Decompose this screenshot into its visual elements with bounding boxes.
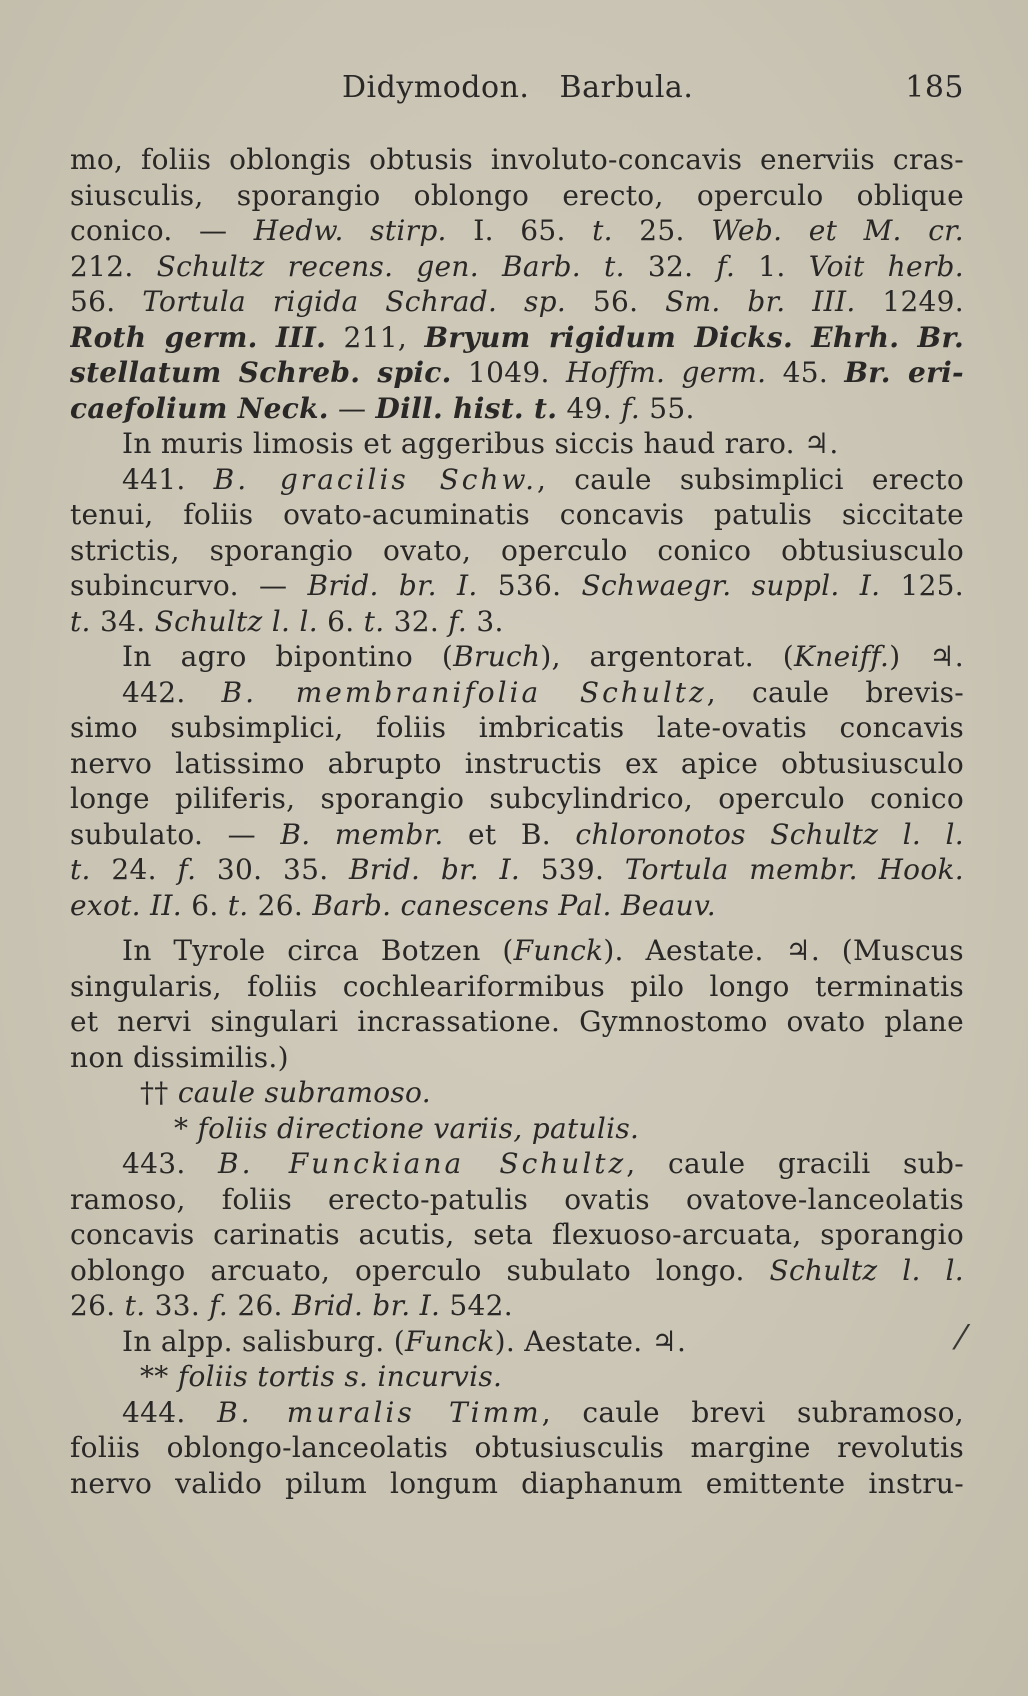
subsection-heading: * foliis directione variis, patulis. bbox=[174, 1111, 640, 1145]
text-line: In Tyrole circa Botzen (Funck). Aestate. ♃. (Muscus bbox=[122, 934, 964, 967]
text-line: tenui, foliis ovato-acuminatis concavis patulis siccitate bbox=[70, 498, 964, 531]
text-line: subulato. — B. membr. et B. chloronotos Schultz l. l. bbox=[70, 817, 964, 851]
perennial-symbol: ♃. bbox=[651, 1324, 687, 1358]
text-line: singularis, foliis cochleariformibus pilo longo terminatis bbox=[70, 969, 964, 1003]
page-header bbox=[70, 70, 964, 110]
text-line: In alpp. salisburg. (Funck). Aestate. ♃. bbox=[122, 1324, 687, 1358]
perennial-symbol: ♃. bbox=[929, 640, 964, 673]
text-line: exot. II. 6. t. 26. Barb. canescens Pal. Beauv. bbox=[70, 888, 717, 922]
text-line: caefolium Neck. — Dill. hist. t. 49. f. 55. bbox=[70, 391, 695, 425]
text-line: t. 24. f. 30. 35. Brid. br. I. 539. Tortula membr. Hook. bbox=[70, 853, 964, 886]
text-line: In agro bipontino (Bruch), argentorat. (Kneiff.) ♃. bbox=[122, 640, 964, 673]
text-line: mo, foliis oblongis obtusis involuto-concavis enerviis cras- bbox=[70, 143, 964, 176]
text-line: subincurvo. — Brid. br. I. 536. Schwaegr. suppl. I. 125. bbox=[70, 569, 964, 602]
text-line: non dissimilis.) bbox=[70, 1040, 289, 1074]
text-line: foliis oblongo-lanceolatis obtusiusculis margine revolutis bbox=[70, 1431, 964, 1464]
text-line: nervo latissimo abrupto instructis ex apice obtusiusculo bbox=[70, 746, 964, 780]
species-heading: 443. B. Funckiana Schultz, caule gracili sub- bbox=[122, 1147, 964, 1180]
text-line: strictis, sporangio ovato, operculo conico obtusiusculo bbox=[70, 533, 964, 567]
running-title: Didymodon. Barbula. bbox=[342, 70, 694, 105]
text-line: 212. Schultz recens. gen. Barb. t. 32. f. 1. Voit herb. bbox=[70, 249, 964, 283]
perennial-symbol: ♃. bbox=[785, 934, 821, 967]
text-line: ramoso, foliis erecto-patulis ovatis ovatove-lanceolatis bbox=[70, 1182, 964, 1216]
text-line: concavis carinatis acutis, seta flexuoso-arcuata, sporangio bbox=[70, 1218, 964, 1251]
text-line: Roth germ. III. 211, Bryum rigidum Dicks. Ehrh. Br. bbox=[70, 320, 964, 354]
blank-line bbox=[70, 923, 964, 933]
perennial-symbol: ♃. bbox=[804, 427, 839, 460]
subsection-heading: ** foliis tortis s. incurvis. bbox=[140, 1360, 503, 1393]
text-line: simo subsimplici, foliis imbricatis late-ovatis concavis bbox=[70, 711, 964, 744]
margin-pencil-mark: ⁄ bbox=[958, 1318, 964, 1358]
text-line: conico. — Hedw. stirp. I. 65. t. 25. Web. et M. cr. bbox=[70, 214, 964, 247]
text-line: oblongo arcuato, operculo subulato longo. Schultz l. l. bbox=[70, 1253, 964, 1287]
page-number: 185 bbox=[905, 70, 964, 105]
text-line: In muris limosis et aggeribus siccis haud raro. ♃. bbox=[122, 427, 839, 460]
subsection-heading: †† caule subramoso. bbox=[140, 1076, 431, 1109]
species-heading: 441. B. gracilis Schw., caule subsimplici erecto bbox=[122, 462, 964, 496]
text-line: siusculis, sporangio oblongo erecto, operculo oblique bbox=[70, 178, 964, 212]
text-line: stellatum Schreb. spic. 1049. Hoffm. germ. 45. Br. eri- bbox=[70, 356, 964, 389]
text-line: et nervi singulari incrassatione. Gymnostomo ovato plane bbox=[70, 1005, 964, 1038]
text-line: t. 34. Schultz l. l. 6. t. 32. f. 3. bbox=[70, 604, 504, 638]
book-page bbox=[70, 70, 964, 1630]
text-line: 26. t. 33. f. 26. Brid. br. I. 542. bbox=[70, 1289, 513, 1322]
text-line: nervo valido pilum longum diaphanum emittente instru- bbox=[70, 1466, 964, 1500]
species-heading: 442. B. membranifolia Schultz, caule brevis- bbox=[122, 675, 964, 709]
page-body bbox=[70, 142, 964, 1501]
species-heading: 444. B. muralis Timm, caule brevi subramoso, bbox=[122, 1395, 964, 1429]
text-line: longe piliferis, sporangio subcylindrico, operculo conico bbox=[70, 782, 964, 815]
text-line: 56. Tortula rigida Schrad. sp. 56. Sm. br. III. 1249. bbox=[70, 285, 964, 318]
